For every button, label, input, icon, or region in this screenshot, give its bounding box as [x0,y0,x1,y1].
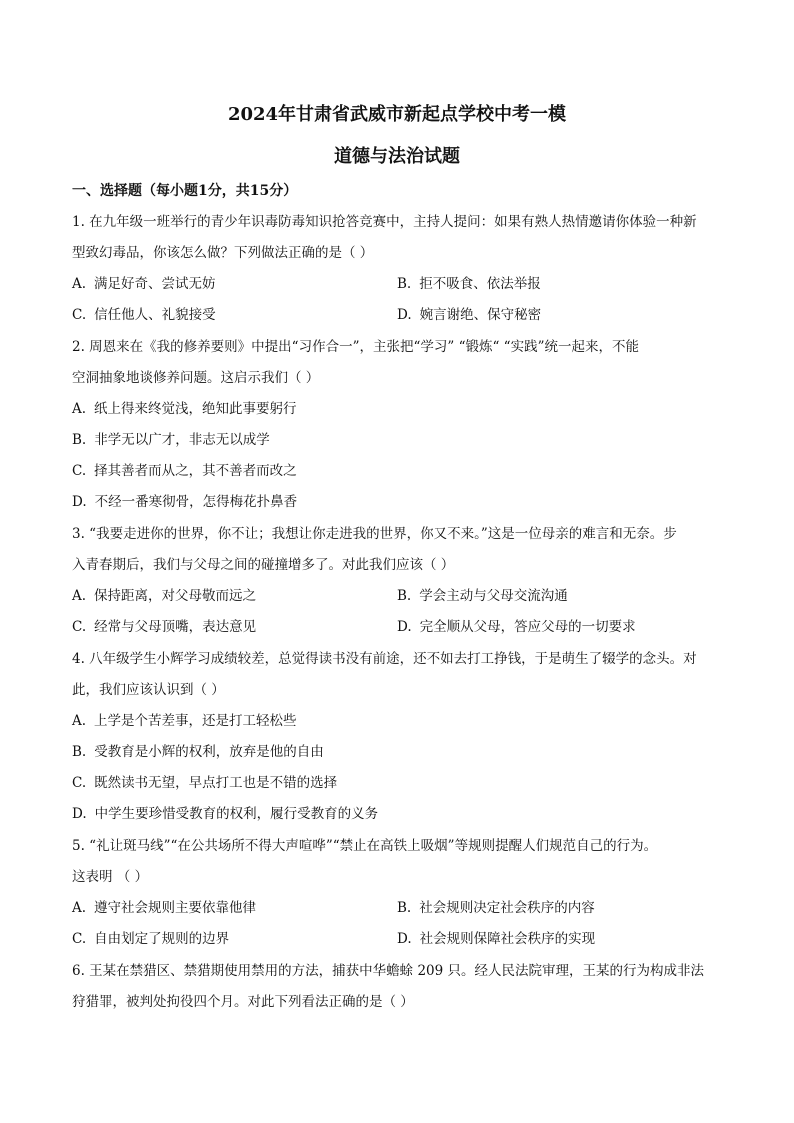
question-1-option-b [397,274,541,294]
option-letter: D. [397,931,412,947]
question-4-option-d [72,804,378,824]
option-text: 保持距离，对父母敬而远之 [94,588,257,604]
option-letter: B. [397,276,412,292]
option-text: 受教育是小辉的权利，放弃是他的自由 [94,744,324,760]
option-text: 不经一番寒彻骨，怎得梅花扑鼻香 [94,494,298,510]
question-2-option-a [72,399,297,419]
question-5-option-c [72,929,229,949]
question-1-option-a [72,274,216,294]
option-text: 社会规则保障社会秩序的实现 [419,931,596,947]
option-letter: B. [397,900,412,916]
option-text: 既然读书无望，早点打工也是不错的选择 [94,775,338,791]
option-letter: C. [72,619,87,635]
option-letter: C. [72,931,87,947]
question-6-stem-line-2: 狩猎罪，被判处拘役四个月。对此下列看法正确的是（ ） [72,994,414,1010]
option-letter: D. [397,307,412,323]
option-text: 纸上得来终觉浅，绝知此事要躬行 [94,401,297,417]
exam-subtitle: 道德与法治试题 [334,146,460,167]
question-2-option-c [72,461,297,481]
question-5-stem-line-1: 5. “礼让斑马线”“在公共场所不得大声喧哗”“禁止在高铁上吸烟”等规则提醒人们规范自己的行为。 [72,838,658,854]
option-letter: C. [72,463,87,479]
question-3-option-a [72,586,256,606]
question-2-stem-line-2: 空洞抽象地谈修养问题。这启示我们（ ） [72,370,320,386]
question-1-stem-line-1: 1. 在九年级一班举行的青少年识毒防毒知识抢答竞赛中，主持人提问：如果有熟人热情邀请你体验一种新 [72,214,697,230]
question-2-stem-line-1: 2. 周恩来在《我的修养要则》中提出“习作合一”，主张把“学习” “锻炼“ “实践”统一起来，不能 [72,339,639,355]
question-4-option-b [72,742,324,762]
option-letter: B. [397,588,412,604]
option-letter: C. [72,307,87,323]
exam-title: 2024年甘肃省武威市新起点学校中考一模 [227,104,567,125]
option-text: 经常与父母顶嘴，表达意见 [94,619,257,635]
question-4-stem-line-1: 4. 八年级学生小辉学习成绩较差，总觉得读书没有前途，还不如去打工挣钱，于是萌生了辍学的念头。对 [72,651,697,667]
question-1-option-c [72,305,216,325]
option-text: 婉言谢绝、保守秘密 [419,307,542,323]
option-letter: A. [72,276,87,292]
question-3-option-d [397,617,636,637]
question-4-stem-line-2: 此，我们应该认识到（ ） [72,682,225,698]
option-letter: B. [72,432,87,448]
option-text: 遵守社会规则主要依靠他律 [94,900,257,916]
option-text: 满足好奇、尝试无妨 [94,276,216,292]
question-3-stem-line-1: 3. “我要走进你的世界，你不让；我想让你走进我的世界，你又不来。”这是一位母亲的难言和无奈。步 [72,526,677,542]
option-text: 信任他人、礼貌接受 [94,307,216,323]
option-letter: D. [72,494,87,510]
option-text: 上学是个苦差事，还是打工轻松些 [94,713,297,729]
option-text: 中学生要珍惜受教育的权利，履行受教育的义务 [94,806,379,822]
option-letter: C. [72,775,87,791]
section-heading: 一、选择题（每小题1分，共15分） [72,183,298,199]
option-text: 拒不吸食、依法举报 [419,276,541,292]
option-letter: A. [72,900,87,916]
question-5-stem-line-2: 这表明 （ ） [72,869,149,885]
option-text: 择其善者而从之，其不善者而改之 [94,463,297,479]
question-3-option-c [72,617,256,637]
option-letter: D. [72,806,87,822]
question-2-option-b [72,430,270,450]
question-2-option-d [72,492,297,512]
question-5-option-a [72,898,256,918]
option-text: 完全顺从父母，答应父母的一切要求 [419,619,636,635]
question-5-option-b [397,898,595,918]
question-1-option-d [397,305,541,325]
question-3-stem-line-2: 入青春期后，我们与父母之间的碰撞增多了。对此我们应该（ ） [72,557,455,573]
question-4-option-a [72,711,297,731]
question-6-stem-line-1: 6. 王某在禁猎区、禁猎期使用禁用的方法，捕获中华蟾蜍 209 只。经人民法院审理，王某的行为构成非法 [72,963,705,979]
question-1-stem-line-2: 型致幻毒品，你该怎么做？下列做法正确的是（ ） [72,245,374,261]
option-text: 学会主动与父母交流沟通 [419,588,568,604]
option-letter: A. [72,713,87,729]
question-5-option-d [397,929,595,949]
option-letter: A. [72,588,87,604]
option-letter: D. [397,619,412,635]
question-4-option-c [72,773,337,793]
option-text: 自由划定了规则的边界 [94,931,230,947]
question-3-option-b [397,586,568,606]
option-letter: A. [72,401,87,417]
option-text: 非学无以广才，非志无以成学 [94,432,270,448]
option-letter: B. [72,744,87,760]
option-text: 社会规则决定社会秩序的内容 [419,900,595,916]
